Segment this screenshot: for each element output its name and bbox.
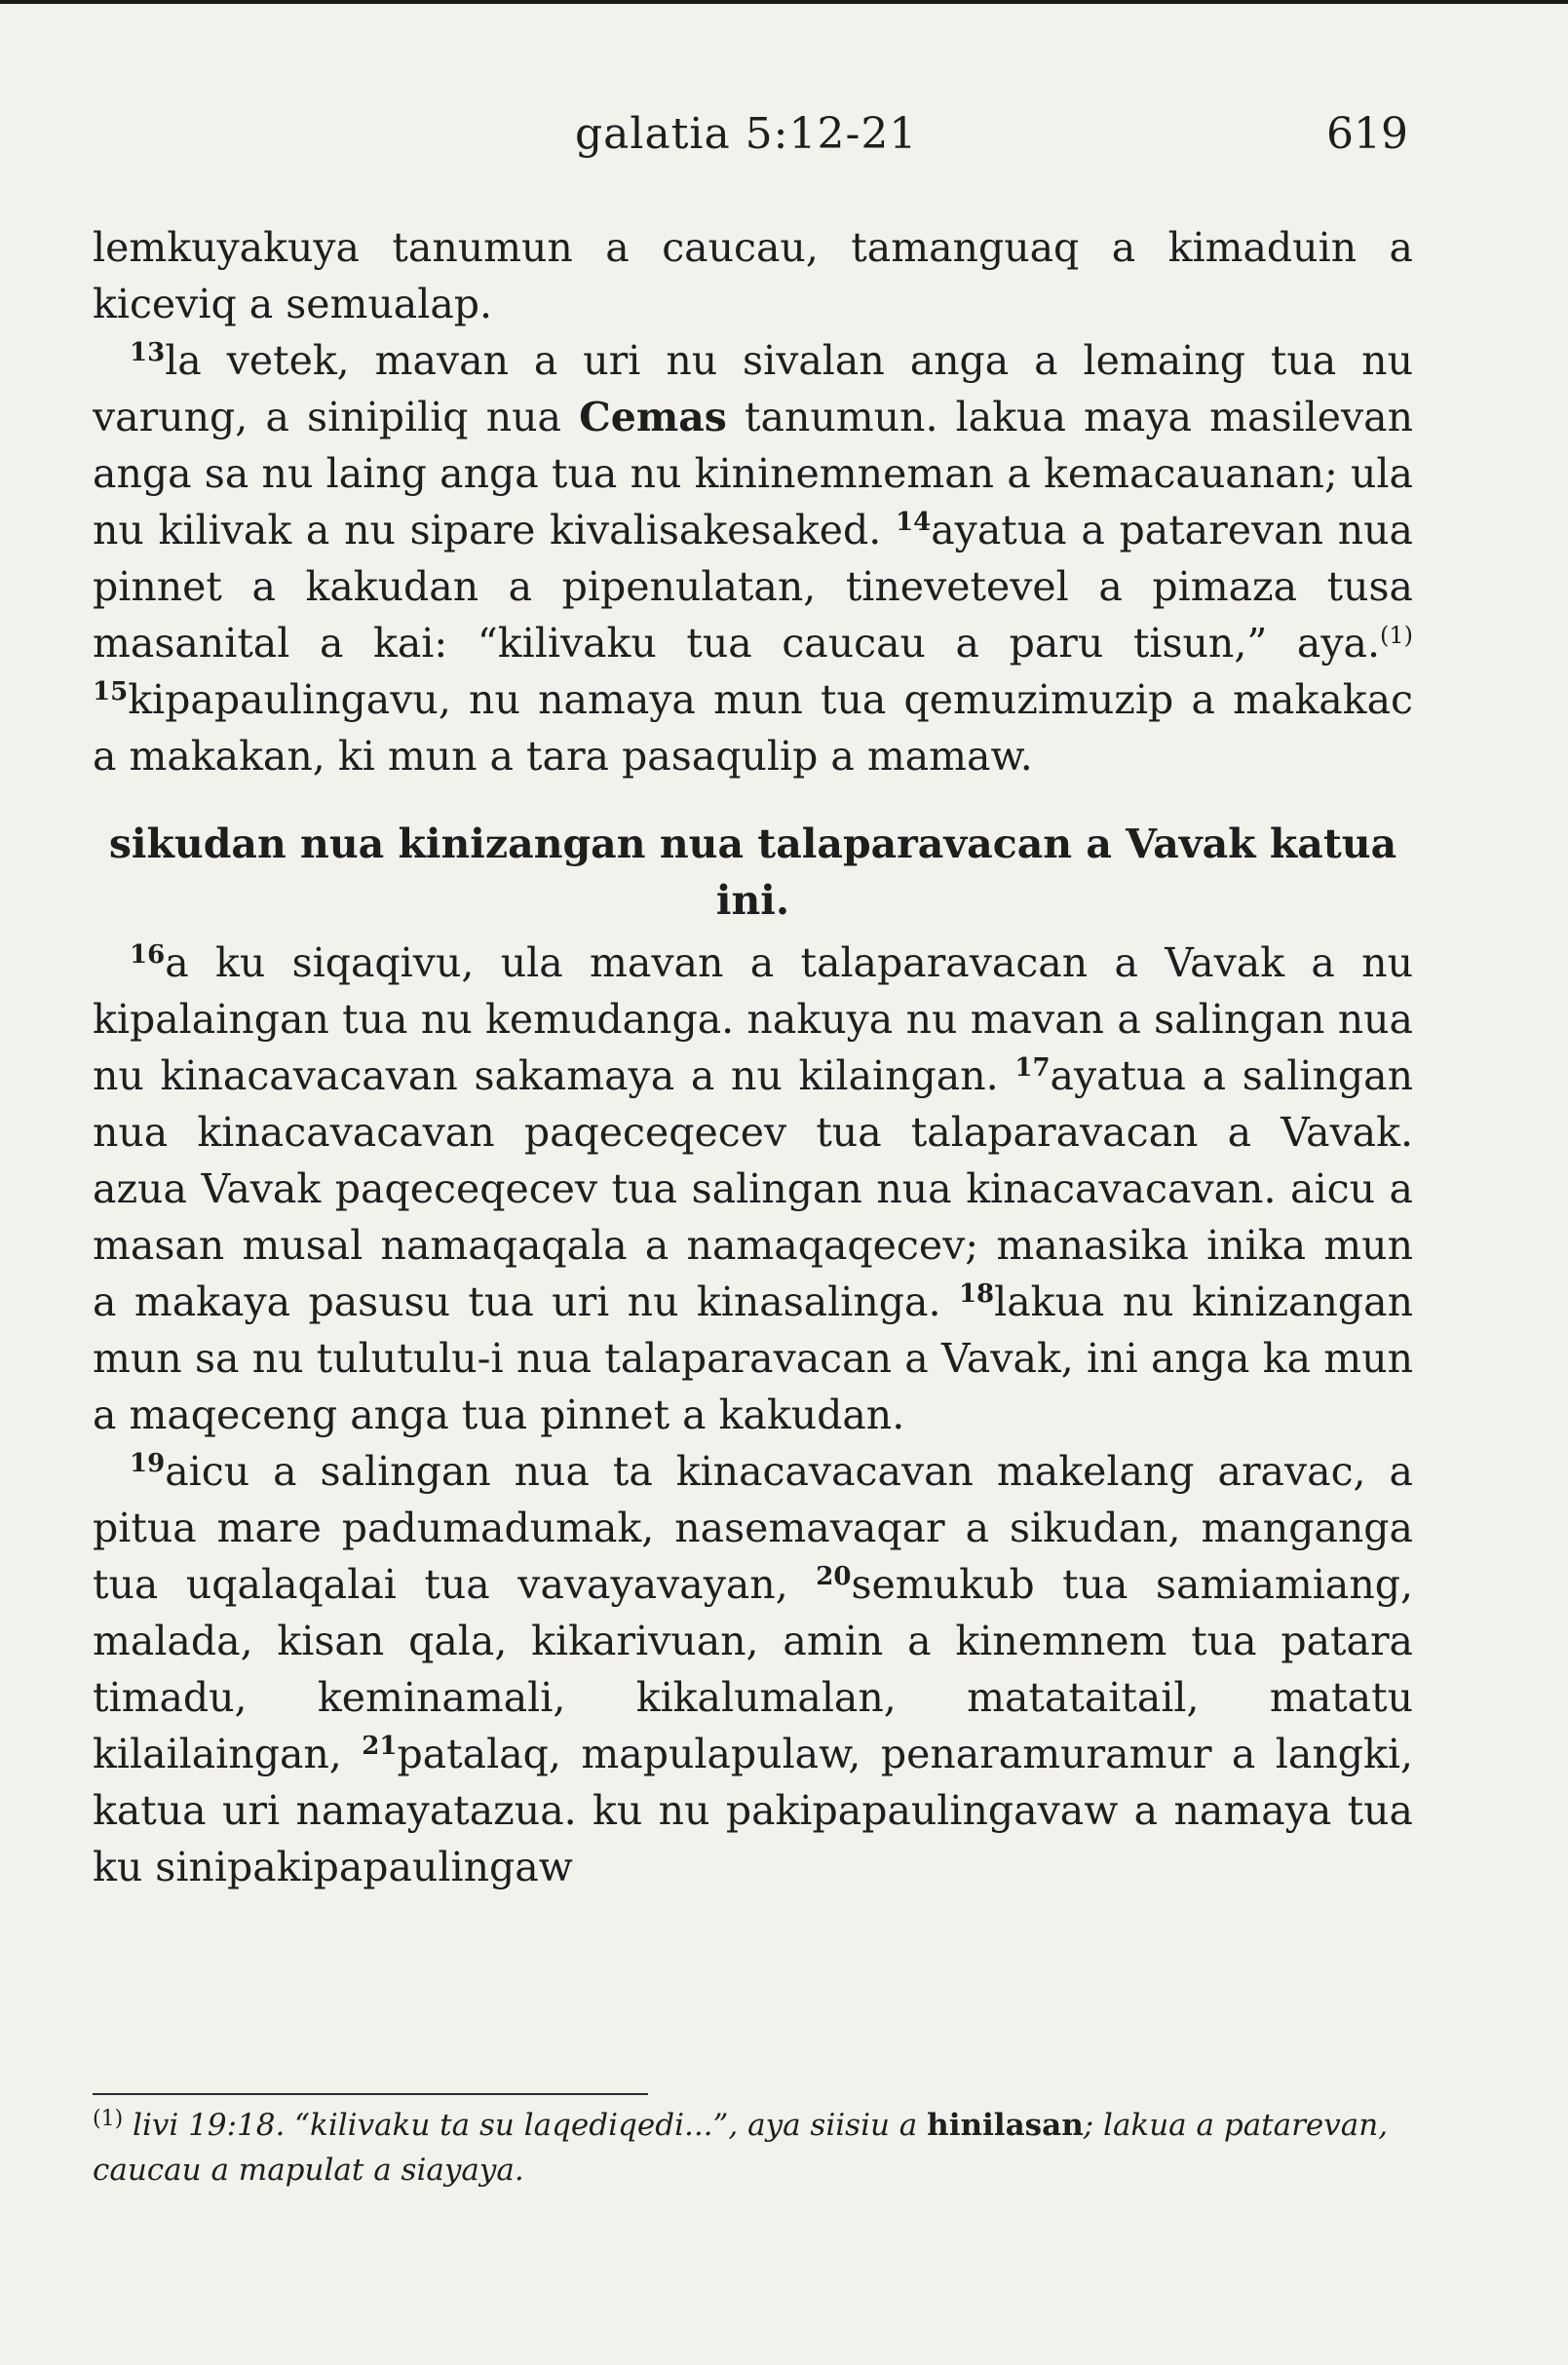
verse-number-17: 17 <box>1014 1053 1051 1083</box>
verse-15-text: kipapaulingavu, nu namaya mun tua qemuzimuzip a makakac a makakan, ki mun a tara pasaqulip a mamaw. <box>93 676 1413 780</box>
section-heading: sikudan nua kinizangan nua talaparavacan a Vavak katua ini. <box>108 820 1397 924</box>
footnote-mark: (1) <box>93 2107 124 2131</box>
verse-20-text: semukub tua samiamiang, malada, kisan qala, kikarivuan, amin a kinemnem tua patara timadu, keminamali, kikalumalan, matataitail, matatu kilailaingan, <box>93 1561 1414 1777</box>
top-edge-rule <box>0 0 1568 4</box>
footnote-divider <box>93 2093 648 2095</box>
verse-number-15: 15 <box>93 677 129 706</box>
verse-13-bold-word: Cemas <box>579 394 727 440</box>
verse-number-16: 16 <box>130 940 166 970</box>
verse-17-text: ayatua a salingan nua kinacavacavan paqeceqecev tua talaparavacan a Vavak. azua Vavak paqeceqecev tua salingan nua kinacavacavan. aicu a masan musal namaqaqala a namaqaqecev; manasika inika mun a makaya pasusu tua uri nu kinasalinga. <box>93 1052 1413 1325</box>
body-text <box>93 219 1413 1895</box>
paragraph-verses-16-18 <box>93 935 1413 1443</box>
verse-number-13: 13 <box>130 338 166 367</box>
footnote-text-a: livi 19:18. “kilivaku ta su laqediqedi...”, aya siisiu a <box>133 2108 928 2143</box>
verse-13-text-b: tanumun. lakua maya masilevan anga sa nu laing anga tua nu kininemneman a kemacauanan; ula nu kilivak a nu sipare kivalisakesaked. <box>93 394 1413 553</box>
page-number: 619 <box>1326 109 1408 159</box>
verse-16-text: a ku siqaqivu, ula mavan a talaparavacan a Vavak a nu kipalaingan tua nu kemudanga. nakuya nu mavan a salingan nua nu kinacavacavan sakamaya a nu kilaingan. <box>93 939 1413 1099</box>
verse-number-19: 19 <box>130 1449 166 1478</box>
footnote-reference: (1) <box>1380 622 1413 649</box>
verse-21-text: patalaq, mapulapulaw, penaramuramur a langki, katua uri namayatazua. ku nu pakipapaulingavaw a namaya tua ku sinipakipapaulingaw <box>93 1731 1413 1890</box>
running-title: galatia 5:12-21 <box>575 109 918 159</box>
verse-19-text: aicu a salingan nua ta kinacavacavan makelang aravac, a pitua mare padumadumak, nasemavaqar a sikudan, manganga tua uqalaqalai tua vavayavayan, <box>93 1448 1413 1608</box>
verse-number-18: 18 <box>958 1279 995 1309</box>
footnote-text-b: ; lakua a patarevan, caucau a mapulat a siayaya. <box>93 2108 1389 2188</box>
footnote-bold-word: hinilasan <box>927 2108 1084 2143</box>
footnote <box>93 2103 1413 2193</box>
paragraph-verses-19-21 <box>93 1443 1413 1895</box>
verse-13-text-a: la vetek, mavan a uri nu sivalan anga a lemaing tua nu varung, a sinipiliq nua <box>93 337 1413 440</box>
paragraph-continuation <box>93 219 1413 332</box>
verse-number-20: 20 <box>816 1562 852 1591</box>
text-run: lemkuyakuya tanumun a caucau, tamanguaq a kimaduin a kiceviq a semualap. <box>93 224 1413 327</box>
verse-14-text: ayatua a patarevan nua pinnet a kakudan a pipenulatan, tinevetevel a pimaza tusa masanital a kai: “kilivaku tua caucau a paru tisun,” aya. <box>93 507 1413 667</box>
page-header <box>93 109 1408 177</box>
verse-18-text: lakua nu kinizangan mun sa nu tulutulu-i nua talaparavacan a Vavak, ini anga ka mun a maqeceng anga tua pinnet a kakudan. <box>93 1278 1414 1438</box>
verse-number-14: 14 <box>896 508 932 537</box>
verse-number-21: 21 <box>362 1732 398 1761</box>
paragraph-verses-13-15 <box>93 332 1413 784</box>
